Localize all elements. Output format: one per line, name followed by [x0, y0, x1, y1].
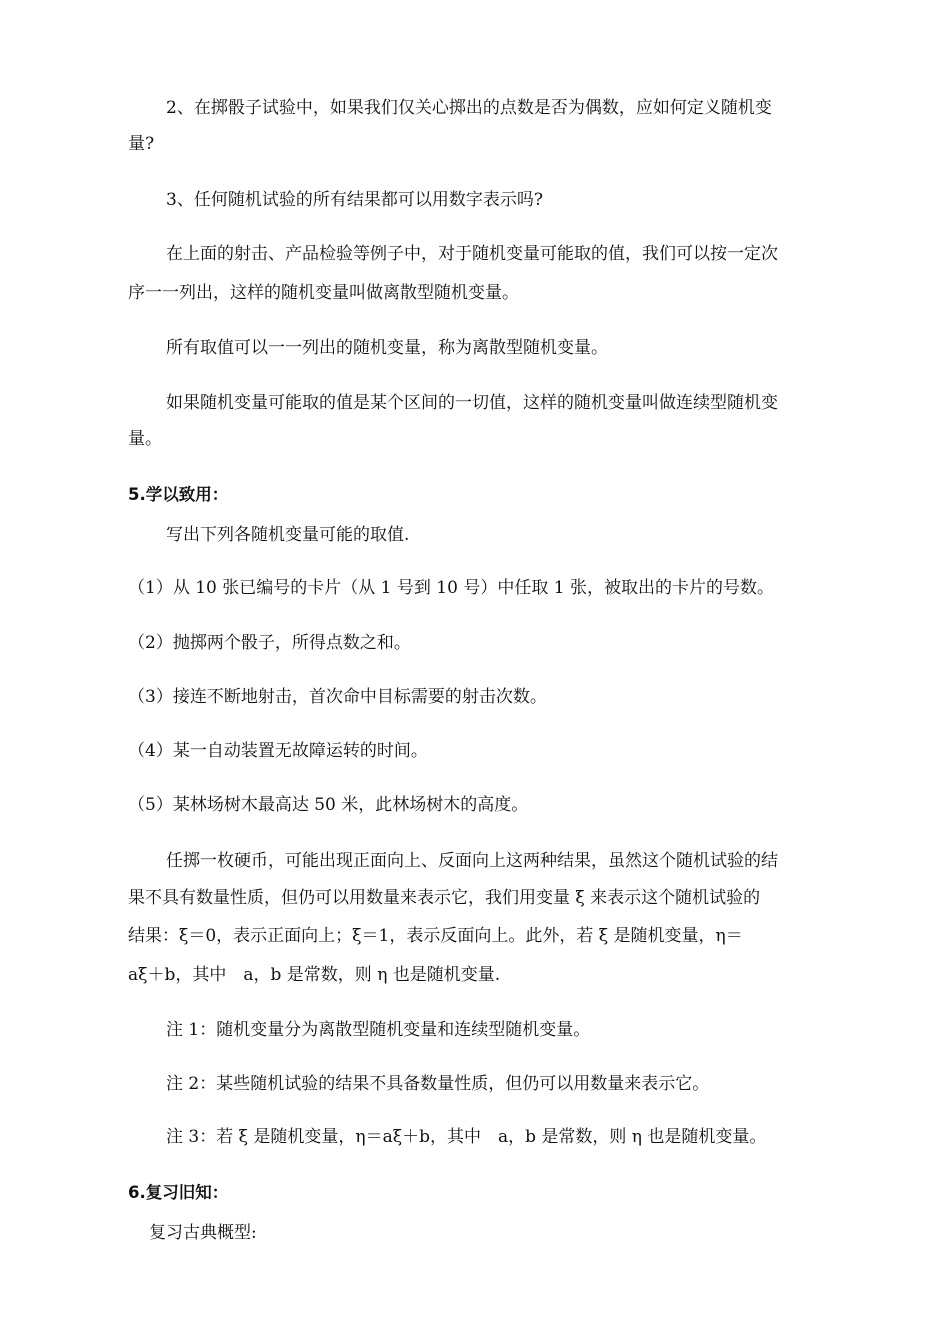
question-2-line-2: 量? — [128, 134, 155, 154]
paragraph-discrete-line-2: 序一一列出，这样的随机变量叫做离散型随机变量。 — [128, 283, 519, 303]
review-text: 复习古典概型: — [149, 1223, 257, 1243]
section-6-heading: 6.复习旧知： — [128, 1183, 229, 1202]
note-1: 注 1：随机变量分为离散型随机变量和连续型随机变量。 — [166, 1020, 591, 1040]
exercise-item: （1）从 10 张已编号的卡片（从 1 号到 10 号）中任取 1 张，被取出的卡片的号数。 — [128, 578, 774, 598]
coin-paragraph-line-4: aξ＋b，其中 a，b 是常数，则 η 也是随机变量. — [128, 965, 501, 985]
paragraph-discrete-definition: 所有取值可以一一列出的随机变量，称为离散型随机变量。 — [166, 338, 608, 358]
paragraph-continuous-line-2: 量。 — [128, 429, 162, 449]
question-2-line-1: 2、在掷骰子试验中，如果我们仅关心掷出的点数是否为偶数，应如何定义随机变 — [166, 98, 772, 118]
exercise-intro: 写出下列各随机变量可能的取值. — [166, 525, 410, 545]
exercise-item: （5）某林场树木最高达 50 米，此林场树木的高度。 — [128, 795, 529, 815]
coin-paragraph-line-3: 结果：ξ＝0，表示正面向上；ξ＝1，表示反面向上。此外，若 ξ 是随机变量，η＝ — [128, 926, 743, 946]
note-3: 注 3：若 ξ 是随机变量，η＝aξ＋b，其中 a，b 是常数，则 η 也是随机变量。 — [166, 1127, 767, 1147]
exercise-item: （4）某一自动装置无故障运转的时间。 — [128, 741, 428, 761]
note-2: 注 2：某些随机试验的结果不具备数量性质，但仍可以用数量来表示它。 — [166, 1074, 710, 1094]
exercise-item: （3）接连不断地射击，首次命中目标需要的射击次数。 — [128, 687, 547, 707]
question-3: 3、任何随机试验的所有结果都可以用数字表示吗? — [166, 190, 543, 210]
coin-paragraph-line-1: 任掷一枚硬币，可能出现正面向上、反面向上这两种结果，虽然这个随机试验的结 — [166, 851, 778, 871]
coin-paragraph-line-2: 果不具有数量性质，但仍可以用数量来表示它，我们用变量 ξ 来表示这个随机试验的 — [128, 888, 761, 908]
paragraph-continuous-line-1: 如果随机变量可能取的值是某个区间的一切值，这样的随机变量叫做连续型随机变 — [166, 393, 778, 413]
paragraph-discrete-line-1: 在上面的射击、产品检验等例子中，对于随机变量可能取的值，我们可以按一定次 — [166, 244, 778, 264]
exercise-item: （2）抛掷两个骰子，所得点数之和。 — [128, 633, 411, 653]
section-5-heading: 5.学以致用： — [128, 485, 229, 504]
